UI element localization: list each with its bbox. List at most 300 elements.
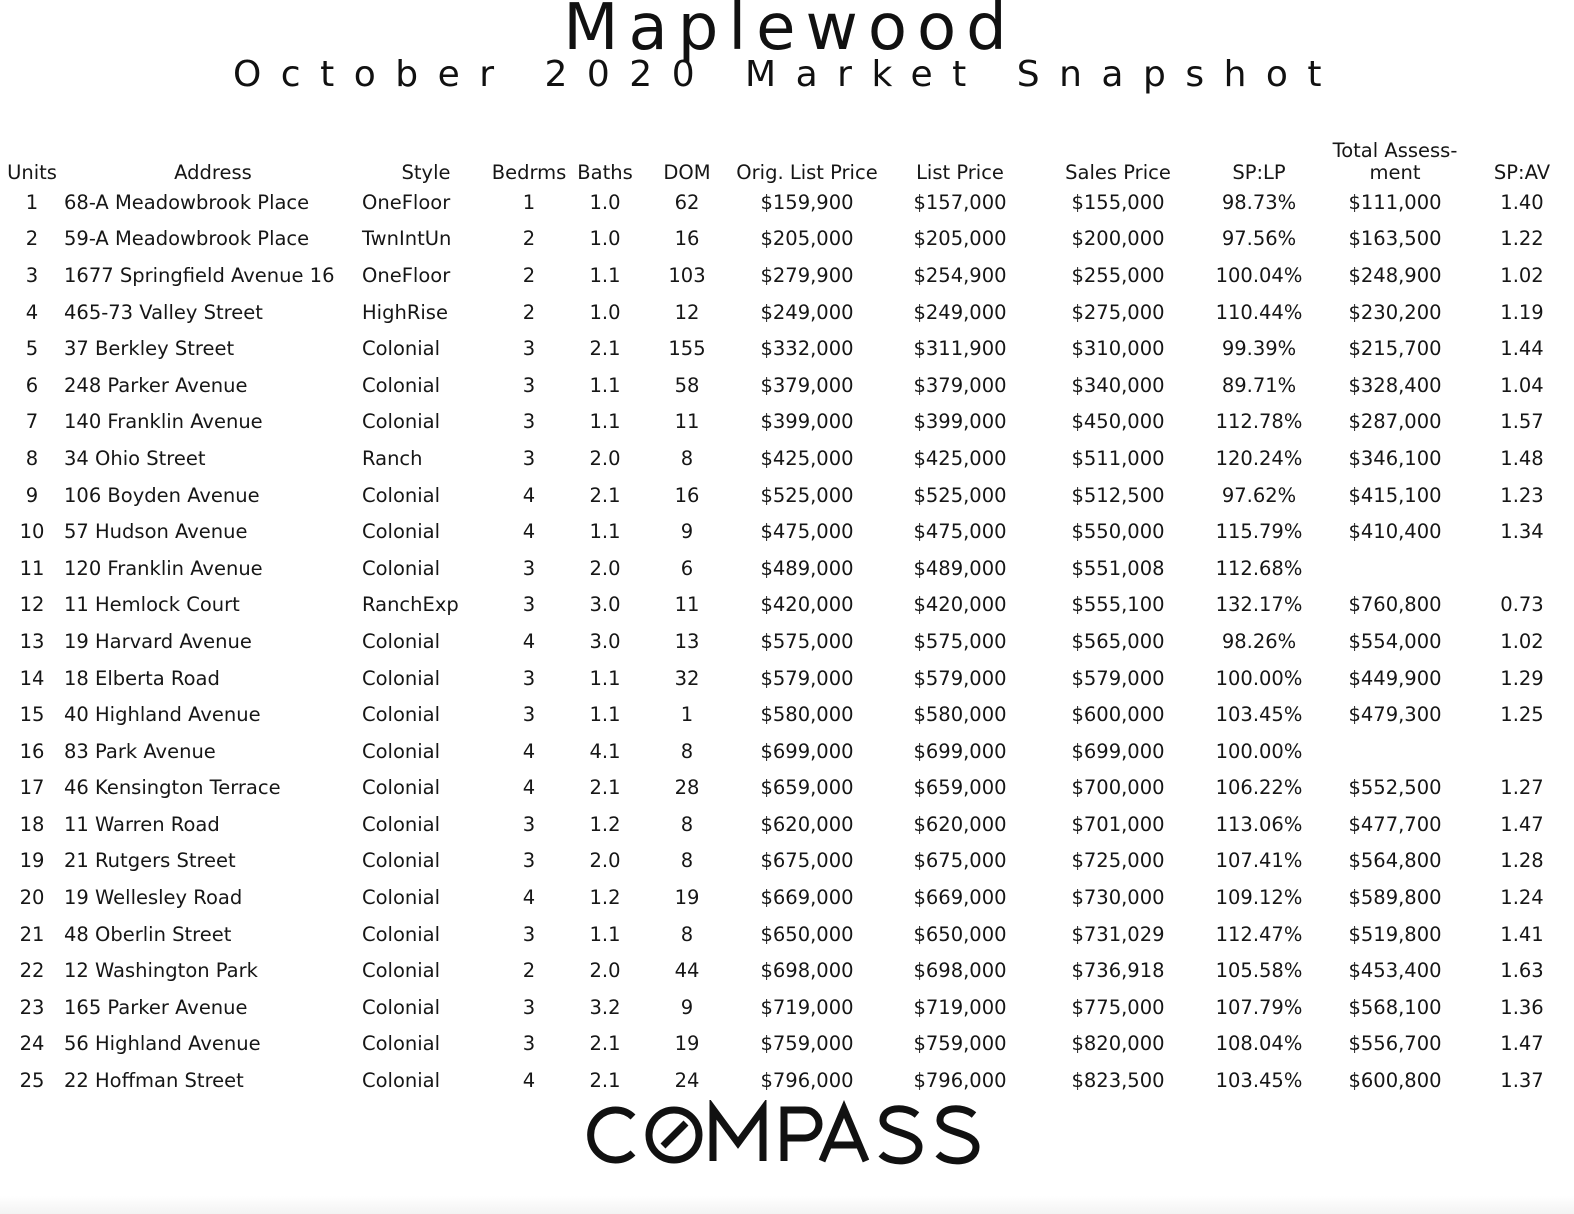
cell-orig-list-price: $659,000 [760,776,854,800]
cell-sp-av: 1.48 [1500,446,1544,470]
cell-address: 165 Parker Avenue [64,995,248,1019]
cell-sp-av: 1.36 [1500,995,1544,1019]
cell-bedrms: 2 [522,227,536,251]
header-sales-price: Sales Price [1065,161,1171,184]
cell-bedrms: 3 [522,373,536,397]
table-row [0,623,1574,660]
cell-orig-list-price: $475,000 [760,520,854,544]
cell-sales-price: $701,000 [1071,812,1165,836]
cell-dom: 28 [674,776,700,800]
cell-total-assessment: $248,900 [1348,263,1442,287]
cell-total-assessment: $230,200 [1348,300,1442,324]
cell-dom: 103 [668,263,706,287]
cell-bedrms: 4 [522,1069,536,1093]
cell-bedrms: 2 [522,263,536,287]
table-row [0,806,1574,843]
cell-sp-av: 1.47 [1500,1032,1544,1056]
cell-address: 120 Franklin Avenue [64,556,263,580]
cell-sp-av: 0.73 [1500,593,1544,617]
cell-sales-price: $725,000 [1071,849,1165,873]
header-bedrms: Bedrms [491,161,567,184]
market-snapshot-table [0,127,1574,1099]
cell-address: 465-73 Valley Street [64,300,263,324]
cell-orig-list-price: $650,000 [760,922,854,946]
cell-bedrms: 4 [522,776,536,800]
cell-style: Colonial [362,959,441,983]
cell-sales-price: $555,100 [1071,593,1165,617]
table-row [0,330,1574,367]
cell-style: Colonial [362,1032,441,1056]
cell-address: 46 Kensington Terrace [64,776,281,800]
cell-baths: 2.0 [589,446,621,470]
cell-total-assessment: $568,100 [1348,995,1442,1019]
cell-bedrms: 2 [522,959,536,983]
cell-unit: 13 [19,629,45,653]
cell-dom: 13 [674,629,700,653]
cell-dom: 19 [674,1032,700,1056]
cell-baths: 2.1 [589,1032,621,1056]
cell-sp-av [1470,733,1574,770]
cell-style: RanchExp [362,593,459,617]
cell-baths: 1.1 [589,373,621,397]
cell-sp-lp: 98.26% [1221,629,1297,653]
cell-sp-av: 1.40 [1500,190,1544,214]
table-row [0,513,1574,550]
cell-style: OneFloor [362,190,451,214]
cell-sp-lp: 112.78% [1215,410,1303,434]
cell-sp-lp: 112.68% [1215,556,1303,580]
cell-style: Colonial [362,373,441,397]
table-row [0,1062,1574,1099]
cell-list-price: $796,000 [913,1069,1007,1093]
cell-sp-lp: 103.45% [1215,1069,1303,1093]
cell-unit: 6 [25,373,39,397]
cell-style: TwnIntUn [362,227,452,251]
cell-dom: 11 [674,410,700,434]
cell-list-price: $425,000 [913,446,1007,470]
cell-dom: 9 [680,520,694,544]
cell-address: 1677 Springfield Avenue 16 [64,263,335,287]
cell-style: Colonial [362,556,441,580]
cell-style: Ranch [362,446,423,470]
cell-sp-lp: 107.79% [1215,995,1303,1019]
cell-total-assessment: $552,500 [1348,776,1442,800]
cell-dom: 16 [674,483,700,507]
cell-bedrms: 3 [522,446,536,470]
cell-unit: 8 [25,446,39,470]
header-baths: Baths [577,161,633,184]
cell-address: 18 Elberta Road [64,666,220,690]
cell-dom: 16 [674,227,700,251]
cell-sales-price: $310,000 [1071,337,1165,361]
cell-total-assessment: $479,300 [1348,703,1442,727]
cell-baths: 2.1 [589,776,621,800]
cell-unit: 16 [19,739,45,763]
cell-sp-lp: 100.04% [1215,263,1303,287]
cell-dom: 1 [680,703,694,727]
table-row [0,587,1574,624]
table-row [0,440,1574,477]
cell-orig-list-price: $279,900 [760,263,854,287]
cell-list-price: $254,900 [913,263,1007,287]
cell-list-price: $759,000 [913,1032,1007,1056]
cell-unit: 19 [19,849,45,873]
cell-orig-list-price: $580,000 [760,703,854,727]
cell-unit: 20 [19,886,45,910]
cell-unit: 15 [19,703,45,727]
cell-unit: 24 [19,1032,45,1056]
cell-total-assessment: $760,800 [1348,593,1442,617]
cell-baths: 1.1 [589,666,621,690]
table-row [0,257,1574,294]
compass-logo [0,1100,1574,1180]
cell-sp-av: 1.41 [1500,922,1544,946]
cell-address: 59-A Meadowbrook Place [64,227,310,251]
cell-sp-av: 1.28 [1500,849,1544,873]
cell-unit: 2 [25,227,39,251]
cell-sales-price: $512,500 [1071,483,1165,507]
table-row [0,477,1574,514]
cell-sp-av: 1.22 [1500,227,1544,251]
cell-orig-list-price: $525,000 [760,483,854,507]
cell-sales-price: $340,000 [1071,373,1165,397]
cell-sp-av: 1.44 [1500,337,1544,361]
cell-orig-list-price: $249,000 [760,300,854,324]
table-row [0,404,1574,441]
cell-style: Colonial [362,483,441,507]
page-subtitle: October 2020 Market Snapshot [232,54,1342,95]
cell-bedrms: 4 [522,739,536,763]
cell-sales-price: $511,000 [1071,446,1165,470]
cell-style: Colonial [362,410,441,434]
cell-address: 83 Park Avenue [64,739,216,763]
cell-total-assessment: $215,700 [1348,337,1442,361]
cell-sp-lp: 109.12% [1215,886,1303,910]
header-total-assessment-line2: ment [1369,161,1421,184]
cell-sales-price: $700,000 [1071,776,1165,800]
cell-unit: 23 [19,995,45,1019]
cell-total-assessment: $453,400 [1348,959,1442,983]
cell-sales-price: $450,000 [1071,410,1165,434]
cell-address: 12 Washington Park [64,959,258,983]
header-dom: DOM [663,161,711,184]
cell-address: 34 Ohio Street [64,446,206,470]
cell-sp-lp: 100.00% [1215,666,1303,690]
cell-baths: 1.2 [589,812,621,836]
cell-address: 19 Wellesley Road [64,886,243,910]
cell-bedrms: 4 [522,629,536,653]
cell-sales-price: $551,008 [1071,556,1165,580]
table-row [0,770,1574,807]
cell-list-price: $719,000 [913,995,1007,1019]
cell-sp-lp: 97.62% [1221,483,1297,507]
cell-total-assessment [1320,550,1470,587]
cell-unit: 11 [19,556,45,580]
cell-address: 21 Rutgers Street [64,849,236,873]
cell-bedrms: 4 [522,520,536,544]
cell-bedrms: 3 [522,849,536,873]
cell-sp-lp: 107.41% [1215,849,1303,873]
cell-sp-av: 1.29 [1500,666,1544,690]
cell-address: 140 Franklin Avenue [64,410,263,434]
cell-sp-av [1470,550,1574,587]
cell-sp-av: 1.23 [1500,483,1544,507]
cell-sp-av: 1.25 [1500,703,1544,727]
cell-total-assessment: $410,400 [1348,520,1442,544]
cell-total-assessment: $477,700 [1348,812,1442,836]
cell-total-assessment: $346,100 [1348,446,1442,470]
cell-sales-price: $550,000 [1071,520,1165,544]
cell-list-price: $249,000 [913,300,1007,324]
cell-address: 11 Hemlock Court [64,593,240,617]
cell-baths: 1.1 [589,922,621,946]
header-total-assessment [1320,127,1470,184]
cell-sp-av: 1.34 [1500,520,1544,544]
cell-orig-list-price: $669,000 [760,886,854,910]
cell-address: 248 Parker Avenue [64,373,248,397]
cell-orig-list-price: $332,000 [760,337,854,361]
cell-total-assessment: $554,000 [1348,629,1442,653]
cell-sp-av: 1.04 [1500,373,1544,397]
cell-sp-lp: 99.39% [1221,337,1297,361]
cell-sp-lp: 112.47% [1215,922,1303,946]
cell-unit: 7 [25,410,39,434]
cell-total-assessment: $287,000 [1348,410,1442,434]
cell-address: 106 Boyden Avenue [64,483,260,507]
cell-dom: 8 [680,812,694,836]
cell-unit: 1 [25,190,39,214]
cell-orig-list-price: $399,000 [760,410,854,434]
header-total-assessment-line1: Total Assess- [1332,139,1458,162]
cell-total-assessment: $328,400 [1348,373,1442,397]
cell-total-assessment: $589,800 [1348,886,1442,910]
cell-sp-av: 1.57 [1500,410,1544,434]
cell-sp-av: 1.47 [1500,812,1544,836]
cell-dom: 6 [680,556,694,580]
cell-bedrms: 3 [522,1032,536,1056]
cell-baths: 3.2 [589,995,621,1019]
cell-sales-price: $775,000 [1071,995,1165,1019]
cell-baths: 3.0 [589,593,621,617]
cell-orig-list-price: $796,000 [760,1069,854,1093]
cell-dom: 32 [674,666,700,690]
cell-list-price: $379,000 [913,373,1007,397]
header-sp-av: SP:AV [1493,161,1551,184]
cell-dom: 12 [674,300,700,324]
cell-orig-list-price: $719,000 [760,995,854,1019]
compass-logo-mark [587,1100,987,1170]
cell-list-price: $399,000 [913,410,1007,434]
cell-sp-av: 1.02 [1500,629,1544,653]
cell-sp-lp: 98.73% [1221,190,1297,214]
cell-sp-av: 1.37 [1500,1069,1544,1093]
cell-unit: 18 [19,812,45,836]
table-row [0,367,1574,404]
table-body [0,184,1574,1099]
table-header-row [0,127,1574,184]
cell-dom: 24 [674,1069,700,1093]
cell-style: Colonial [362,739,441,763]
cell-list-price: $489,000 [913,556,1007,580]
cell-sp-av: 1.19 [1500,300,1544,324]
cell-unit: 10 [19,520,45,544]
cell-sp-lp: 105.58% [1215,959,1303,983]
cell-bedrms: 4 [522,886,536,910]
cell-baths: 2.0 [589,849,621,873]
cell-sales-price: $730,000 [1071,886,1165,910]
cell-address: 22 Hoffman Street [64,1069,244,1093]
cell-address: 57 Hudson Avenue [64,520,248,544]
cell-style: Colonial [362,995,441,1019]
cell-dom: 8 [680,739,694,763]
cell-sp-av: 1.27 [1500,776,1544,800]
cell-sales-price: $200,000 [1071,227,1165,251]
cell-total-assessment: $449,900 [1348,666,1442,690]
header-style: Style [401,161,451,184]
cell-address: 48 Oberlin Street [64,922,232,946]
cell-sp-av: 1.02 [1500,263,1544,287]
cell-orig-list-price: $759,000 [760,1032,854,1056]
cell-sp-av: 1.63 [1500,959,1544,983]
cell-list-price: $620,000 [913,812,1007,836]
table-row [0,550,1574,587]
cell-dom: 62 [674,190,700,214]
cell-list-price: $420,000 [913,593,1007,617]
cell-dom: 44 [674,959,700,983]
cell-dom: 8 [680,849,694,873]
table-row [0,660,1574,697]
cell-sp-lp: 89.71% [1221,373,1297,397]
header-list-price: List Price [916,161,1004,184]
cell-orig-list-price: $579,000 [760,666,854,690]
cell-sp-lp: 97.56% [1221,227,1297,251]
cell-sales-price: $155,000 [1071,190,1165,214]
cell-dom: 9 [680,995,694,1019]
cell-sp-lp: 108.04% [1215,1032,1303,1056]
cell-sp-av: 1.24 [1500,886,1544,910]
cell-unit: 25 [19,1069,45,1093]
bottom-strip [0,1196,1574,1214]
header-address: Address [174,161,252,184]
cell-total-assessment: $556,700 [1348,1032,1442,1056]
table-row [0,221,1574,258]
cell-style: OneFloor [362,263,451,287]
cell-unit: 21 [19,922,45,946]
cell-orig-list-price: $575,000 [760,629,854,653]
cell-total-assessment: $163,500 [1348,227,1442,251]
cell-baths: 2.1 [589,483,621,507]
cell-bedrms: 2 [522,300,536,324]
cell-sales-price: $699,000 [1071,739,1165,763]
cell-sp-lp: 110.44% [1215,300,1303,324]
cell-style: Colonial [362,703,441,727]
table-row [0,184,1574,221]
table-row [0,1026,1574,1063]
cell-orig-list-price: $698,000 [760,959,854,983]
cell-sp-lp: 100.00% [1215,739,1303,763]
page-title: Maplewood [563,0,1017,65]
cell-baths: 1.2 [589,886,621,910]
cell-bedrms: 3 [522,410,536,434]
table-row [0,952,1574,989]
table-row [0,989,1574,1026]
cell-sp-lp: 113.06% [1215,812,1303,836]
cell-orig-list-price: $379,000 [760,373,854,397]
cell-bedrms: 3 [522,703,536,727]
cell-address: 37 Berkley Street [64,337,235,361]
cell-baths: 1.1 [589,410,621,434]
cell-baths: 1.1 [589,263,621,287]
cell-bedrms: 4 [522,483,536,507]
cell-bedrms: 1 [522,190,536,214]
cell-unit: 9 [25,483,39,507]
cell-list-price: $575,000 [913,629,1007,653]
cell-style: Colonial [362,520,441,544]
cell-style: Colonial [362,849,441,873]
cell-sales-price: $731,029 [1071,922,1165,946]
cell-baths: 1.0 [589,190,621,214]
cell-sales-price: $820,000 [1071,1032,1165,1056]
cell-total-assessment: $111,000 [1348,190,1442,214]
cell-orig-list-price: $420,000 [760,593,854,617]
cell-sp-lp: 132.17% [1215,593,1303,617]
cell-sp-lp: 103.45% [1215,703,1303,727]
cell-baths: 3.0 [589,629,621,653]
cell-style: Colonial [362,629,441,653]
table-row [0,916,1574,953]
cell-list-price: $650,000 [913,922,1007,946]
cell-baths: 2.0 [589,959,621,983]
cell-list-price: $698,000 [913,959,1007,983]
cell-style: HighRise [362,300,448,324]
cell-baths: 4.1 [589,739,621,763]
cell-sales-price: $600,000 [1071,703,1165,727]
cell-list-price: $699,000 [913,739,1007,763]
cell-sales-price: $565,000 [1071,629,1165,653]
cell-bedrms: 3 [522,812,536,836]
cell-dom: 8 [680,922,694,946]
cell-address: 19 Harvard Avenue [64,629,252,653]
cell-orig-list-price: $489,000 [760,556,854,580]
cell-total-assessment [1320,733,1470,770]
header-orig-list-price: Orig. List Price [736,161,878,184]
cell-sp-lp: 106.22% [1215,776,1303,800]
cell-orig-list-price: $699,000 [760,739,854,763]
cell-list-price: $579,000 [913,666,1007,690]
cell-style: Colonial [362,812,441,836]
table-row [0,696,1574,733]
cell-baths: 1.1 [589,703,621,727]
cell-address: 11 Warren Road [64,812,220,836]
cell-sales-price: $736,918 [1071,959,1165,983]
table-row [0,879,1574,916]
cell-dom: 58 [674,373,700,397]
cell-style: Colonial [362,922,441,946]
cell-list-price: $580,000 [913,703,1007,727]
cell-style: Colonial [362,337,441,361]
cell-baths: 2.1 [589,337,621,361]
cell-orig-list-price: $675,000 [760,849,854,873]
cell-list-price: $659,000 [913,776,1007,800]
cell-baths: 1.1 [589,520,621,544]
cell-sales-price: $275,000 [1071,300,1165,324]
cell-list-price: $525,000 [913,483,1007,507]
cell-list-price: $157,000 [913,190,1007,214]
cell-total-assessment: $564,800 [1348,849,1442,873]
cell-style: Colonial [362,886,441,910]
cell-sales-price: $823,500 [1071,1069,1165,1093]
cell-list-price: $675,000 [913,849,1007,873]
